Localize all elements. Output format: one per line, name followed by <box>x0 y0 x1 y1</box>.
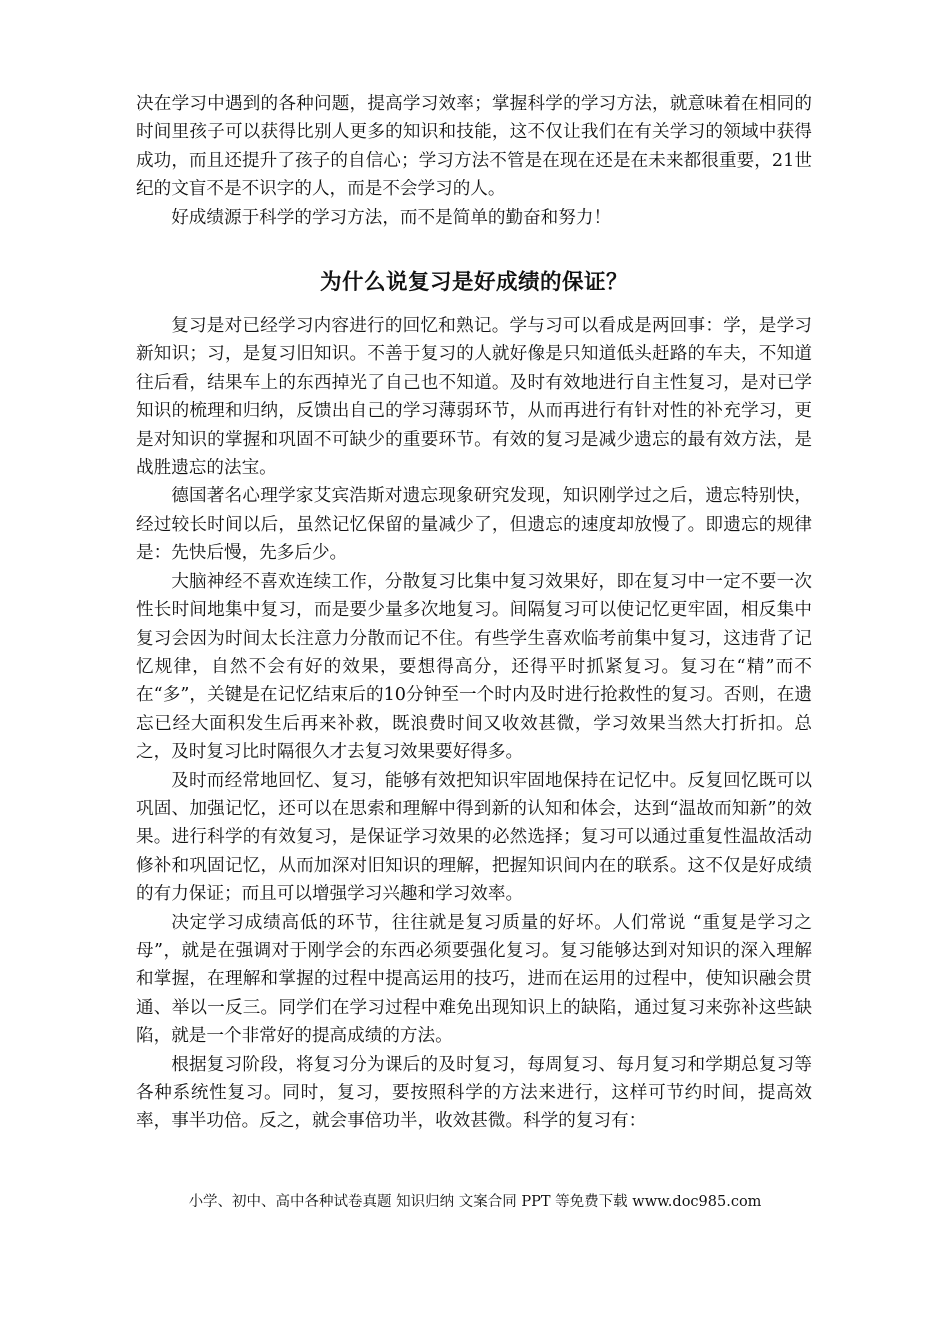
section-title: 为什么说复习是好成绩的保证？ <box>319 270 628 296</box>
body-paragraph-5: 决定学习成绩高低的环节，往往就是复习质量的好坏。人们常说 “重复是学习之母”，就是在强调对于刚学会的东西必须要强化复习。复习能够达到对知识的深入理解和掌握，在理解和掌握的过程中提高运用的技巧，进而在运用的过程中，使知识融会贯通、举以一反三。同学们在学习过程中难免出现知识上的缺陷，通过复习来弥补这些缺陷，就是一个非常好的提高成绩的方法。 <box>136 912 812 1047</box>
body-paragraph-4: 及时而经常地回忆、复习，能够有效把知识牢固地保持在记忆中。反复回忆既可以巩固、加强记忆，还可以在思索和理解中得到新的认知和体会，达到“温故而知新”的效果。进行科学的有效复习，是保证学习效果的必然选择；复习可以通过重复性温故活动修补和巩固记忆，从而加深对旧知识的理解，把握知识间内在的联系。这不仅是好成绩的有力保证；而且可以增强学习兴趣和学习效率。 <box>136 770 812 905</box>
body-paragraph-1: 复习是对已经学习内容进行的回忆和熟记。学与习可以看成是两回事：学，是学习新知识；习，是复习旧知识。不善于复习的人就好像是只知道低头赶路的车夫，不知道往后看，结果车上的东西掉光了自己也不知道。及时有效地进行自主性复习，是对已学知识的梳理和归纳，反馈出自己的学习薄弱环节，从而再进行有针对性的补充学习，更是对知识的掌握和巩固不可缺少的重要环节。有效的复习是减少遗忘的最有效方法，是战胜遗忘的法宝。 <box>136 316 812 479</box>
body-paragraph-3: 大脑神经不喜欢连续工作，分散复习比集中复习效果好，即在复习中一定不要一次性长时间地集中复习，而是要少量多次地复习。间隔复习可以使记忆更牢固，相反集中复习会因为时间太长注意力分散而记不住。有些学生喜欢临考前集中复习，这违背了记忆规律，自然不会有好的效果，要想得高分，还得平时抓紧复习。复习在“精”而不在“多”，关键是在记忆结束后的10分钟至一个时内及时进行抢救性的复习。否则，在遗忘已经大面积发生后再来补救，既浪费时间又收效甚微，学习效果当然大打折扣。总之，及时复习比时隔很久才去复习效果要好得多。 <box>136 571 812 763</box>
document-page <box>136 90 812 1136</box>
body-paragraph-2: 德国著名心理学家艾宾浩斯对遗忘现象研究发现，知识刚学过之后，遗忘特别快，经过较长时间以后，虽然记忆保留的量减少了，但遗忘的速度却放慢了。即遗忘的规律是：先快后慢，先多后少。 <box>136 486 812 564</box>
intro-paragraph-summary: 好成绩源于科学的学习方法，而不是简单的勤奋和努力！ <box>171 207 612 228</box>
body-paragraph-6: 根据复习阶段，将复习分为课后的及时复习，每周复习、每月复习和学期总复习等各种系统性复习。同时，复习，要按照科学的方法来进行，这样可节约时间，提高效率，事半功倍。反之，就会事倍功半，收效甚微。科学的复习有： <box>136 1054 812 1132</box>
intro-paragraph-continued: 决在学习中遇到的各种问题，提高学习效率；掌握科学的学习方法，就意味着在相同的时间里孩子可以获得比别人更多的知识和技能，这不仅让我们在有关学习的领域中获得成功，而且还提升了孩子的自信心；学习方法不管是在现在还是在未来都很重要，21世纪的文盲不是不识字的人，而是不会学习的人。 <box>136 94 812 200</box>
page-footer: 小学、初中、高中各种试卷真题 知识归纳 文案合同 PPT 等免费下载 www.doc985.com <box>188 1194 762 1210</box>
